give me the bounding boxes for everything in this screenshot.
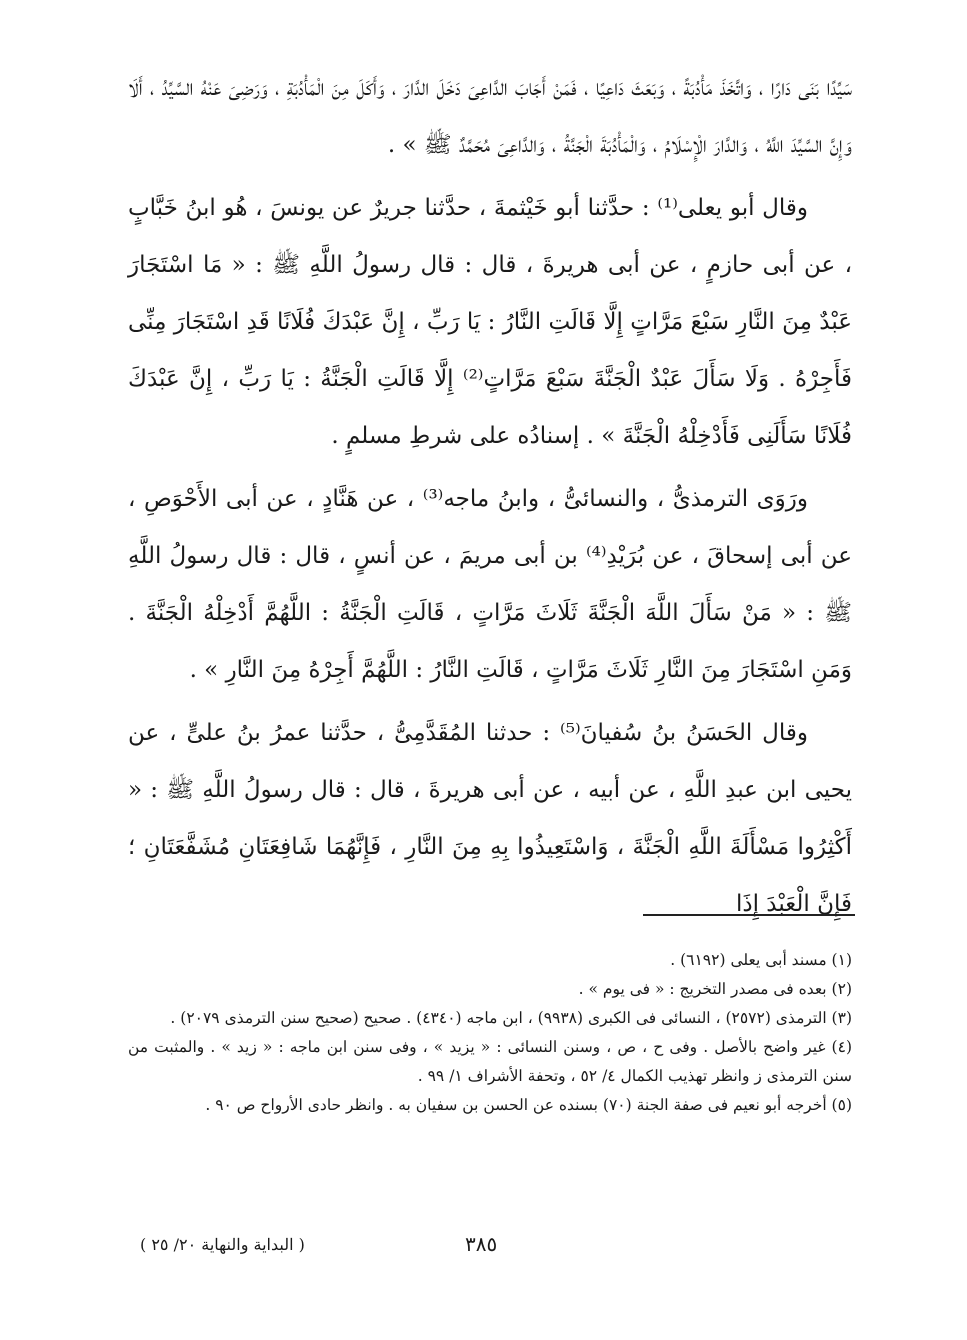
paragraph-1: سَيِّدًا بَنَى دَارًا ، وَاتَّخَذَ مَأْدُبَةً ، وَبَعَثَ دَاعِيًا ، فَمَنْ أَجَابَ الدَّاعِىَ دَخَلَ الدَّارَ ، وَأَكَلَ مِنَ الْمَأْدُبَةِ ، وَرَضِىَ عَنْهُ السَّيِّدُ ، أَلَا وَإِنَّ السَّيِّدَ اللَّهُ ، وَالدَّارَ الْإِسْلَامُ ، وَالْمَأْدُبَةَ الْجَنَّةُ ، وَالدَّاعِىَ مُحَمَّدٌ ﷺ » . [128,75,852,158]
footnote-4: (٤) غير واضح بالأصل . وفى ح ، ص ، وسنن النسائى : « يزيد » ، وفى سنن ابن ماجه : « زيد » . والمثبت من سنن الترمذى ز وانظر تهذيب الكمال ٤/ ٥٢ ، وتحفة الأشراف ١/ ٩٩ . [128,1038,852,1085]
footnote-2: (٢) بعده فى مصدر التخريج : « فى يوم » . [578,980,852,998]
footnote-5: (٥) أخرجه أبو نعيم فى صفة الجنة (٧٠) بسنده عن الحسن بن سفيان به . وانظر حادى الأرواح ص ٩٠ . [205,1096,852,1114]
main-text [128,60,852,933]
page-number: ٣٨٥ [465,1232,498,1256]
paragraph-2: وقال أبو يعلى⁽¹⁾ : حدَّثنا أبو خَيْثمةَ ، حدَّثنا جريرٌ عن يونسَ ، هُو ابنُ خَبَّابٍ ، عن أبى حازمٍ ، عن أبى هريرةَ ، قال : قال رسولُ اللَّهِ ﷺ : « مَا اسْتَجَارَ عَبْدٌ مِنَ النَّارِ سَبْعَ مَرَّاتٍ إِلَّا قَالَتِ النَّارُ : يَا رَبِّ ، إِنَّ عَبْدَكَ فُلَانًا قَدِ اسْتَجَارَ مِنِّى فَأَجِرْهُ . وَلَا سَأَلَ عَبْدٌ الْجَنَّةَ سَبْعَ مَرَّاتٍ⁽²⁾ إِلَّا قَالَتِ الْجَنَّةُ : يَا رَبِّ ، إِنَّ عَبْدَكَ فُلَانًا سَأَلَنِى فَأَدْخِلْهُ الْجَنَّةَ » . إسنادُه على شرطِ مسلمٍ . [128,195,852,449]
footnotes [128,946,852,1120]
paragraph-4: وقال الحَسَنُ بنُ سُفيانَ⁽⁵⁾ : حدثنا المُقَدَّمِىُّ ، حدَّثنا عمرُ بنُ علىٍّ ، عن يحيى ابن عبدِ اللَّهِ ، عن أبيه ، عن أبى هريرةَ ، قال : قال رسولُ اللَّهِ ﷺ : « أَكْثِرُوا مَسْأَلَةَ اللَّهِ الْجَنَّةَ ، وَاسْتَعِيذُوا بِهِ مِنَ النَّارِ ، فَإِنَّهُمَا شَافِعَتَانِ مُشَفَّعَتَانِ ؛ فَإِنَّ الْعَبْدَ إِذَا [128,720,852,917]
paragraph-3: ورَوَى الترمذىُّ ، والنسائىُّ ، وابنُ ماجه⁽³⁾ ، عن هَنَّادٍ ، عن أبى الأَحْوَصِ ، عن أبى إسحاقَ ، عن بُرَيْدِ⁽⁴⁾ بن أبى مريمَ ، عن أنسٍ ، قال : قال رسولُ اللَّهِ ﷺ : « مَنْ سَأَلَ اللَّهَ الْجَنَّةَ ثَلَاثَ مَرَّاتٍ ، قَالَتِ الْجَنَّةُ : اللَّهُمَّ أَدْخِلْهُ الْجَنَّةَ . وَمَنِ اسْتَجَارَ مِنَ النَّارِ ثَلَاثَ مَرَّاتٍ ، قَالَتِ النَّارُ : اللَّهُمَّ أَجِرْهُ مِنَ النَّارِ » . [128,486,853,683]
footnote-separator [643,914,855,916]
running-footer: ( البداية والنهاية ٢٠/ ٢٥ ) [140,1235,305,1254]
footnote-1: (١) مسند أبى يعلى (٦١٩٢) . [670,951,852,969]
footnote-3: (٣) الترمذى (٢٥٧٢) ، النسائى فى الكبرى (٩٩٣٨) ، ابن ماجه (٤٣٤٠) . صحيح (صحيح سنن الترمذى ٢٠٧٩) . [170,1009,852,1027]
